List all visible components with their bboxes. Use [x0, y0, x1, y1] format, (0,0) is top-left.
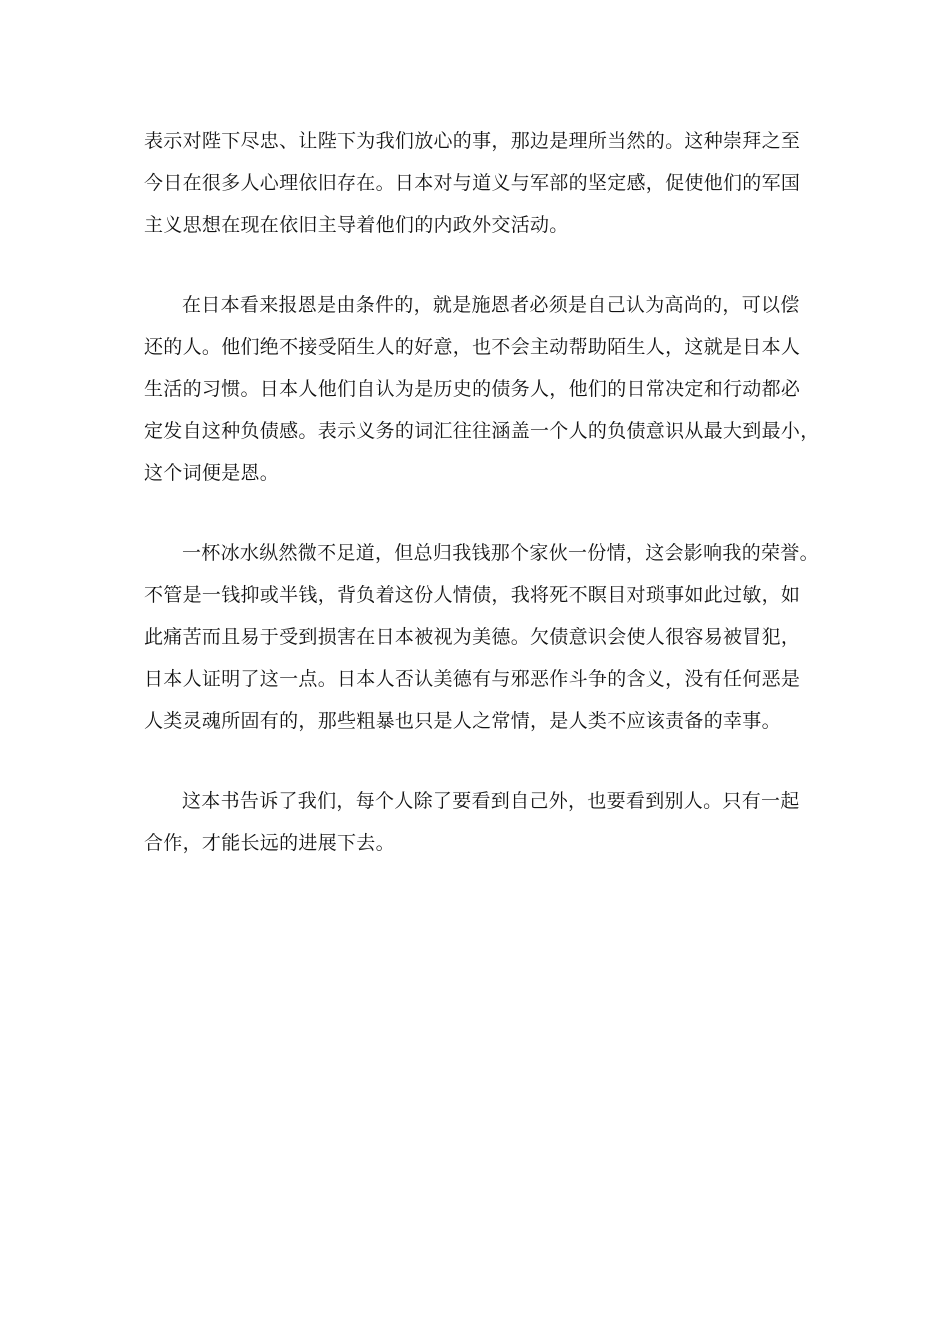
paragraph-2 [144, 284, 820, 494]
text-line: 合作，才能长远的进展下去。 [144, 832, 395, 854]
text-line: 生活的习惯。日本人他们自认为是历史的债务人，他们的日常决定和行动都必 [144, 378, 801, 400]
text-line: 在日本看来报恩是由条件的，就是施恩者必须是自己认为高尚的，可以偿 [182, 294, 800, 316]
text-line: 表示对陛下尽忠、让陛下为我们放心的事，那边是理所当然的。这种崇拜之至 [144, 130, 801, 152]
text-line: 人类灵魂所固有的，那些粗暴也只是人之常情，是人类不应该责备的幸事。 [144, 710, 781, 732]
text-line: 不管是一钱抑或半钱，背负着这份人情债，我将死不瞑目对琐事如此过敏，如 [144, 584, 801, 606]
paragraph-spacer [144, 246, 814, 284]
paragraph-spacer [144, 742, 814, 780]
text-line: 定发自这种负债感。表示义务的词汇往往涵盖一个人的负债意识从最大到最小， [144, 420, 820, 442]
text-line: 主义思想在现在依旧主导着他们的内政外交活动。 [144, 214, 569, 236]
document-body [144, 120, 820, 864]
paragraph-4 [144, 780, 814, 864]
text-line: 此痛苦而且易于受到损害在日本被视为美德。欠债意识会使人很容易被冒犯， [144, 626, 801, 648]
paragraph-1 [144, 120, 814, 246]
text-line: 这本书告诉了我们，每个人除了要看到自己外，也要看到别人。只有一起 [182, 790, 800, 812]
paragraph-spacer [144, 494, 814, 532]
text-line: 今日在很多人心理依旧存在。日本对与道义与军部的坚定感，促使他们的军国 [144, 172, 801, 194]
paragraph-3 [144, 532, 819, 742]
text-line: 日本人证明了这一点。日本人否认美德有与邪恶作斗争的含义，没有任何恶是 [144, 668, 801, 690]
text-line: 还的人。他们绝不接受陌生人的好意，也不会主动帮助陌生人，这就是日本人 [144, 336, 801, 358]
text-line: 一杯冰水纵然微不足道，但总归我钱那个家伙一份情，这会影响我的荣誉。 [182, 542, 819, 564]
text-line: 这个词便是恩。 [144, 462, 280, 484]
